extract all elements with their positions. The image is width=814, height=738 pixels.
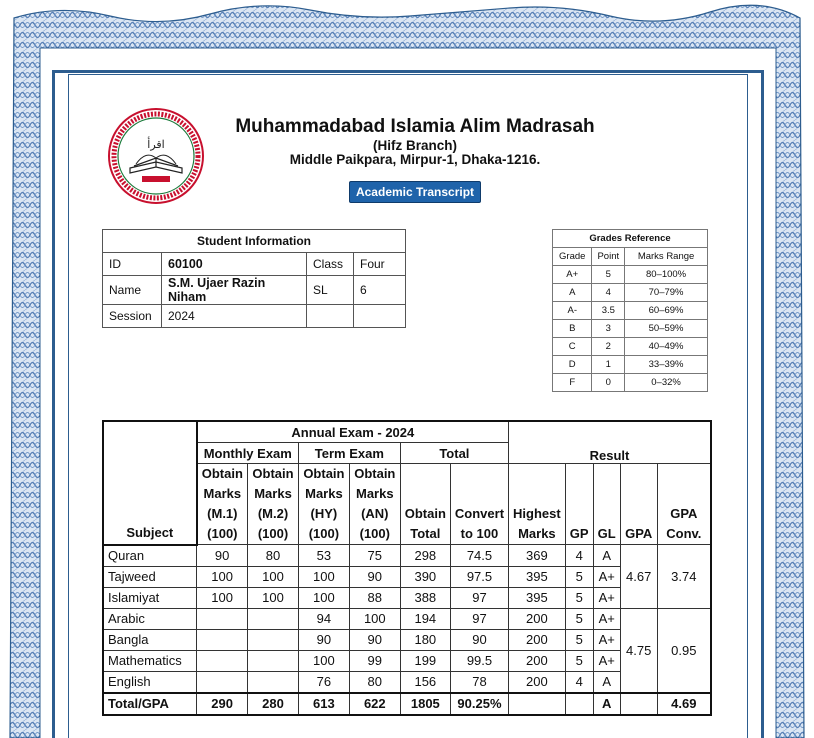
gp-cell: 4 xyxy=(565,545,593,567)
institution-address: Middle Paikpara, Mirpur-1, Dhaka-1216. xyxy=(289,152,541,167)
empty-cell xyxy=(354,305,406,328)
total-cell: 298 xyxy=(400,545,450,567)
hy-cell: 94 xyxy=(298,608,349,629)
gp-cell: 5 xyxy=(565,608,593,629)
col-m2-header: Obtain Marks (M.2) (100) xyxy=(248,464,299,545)
grade-point-cell: 3.5 xyxy=(592,302,625,320)
total-m1: 290 xyxy=(197,693,248,715)
total-m2: 280 xyxy=(248,693,299,715)
grade-grade-cell: C xyxy=(553,338,592,356)
col-hy-header: Obtain Marks (HY) (100) xyxy=(298,464,349,545)
institution-name: Muhammadabad Islamia Alim Madrasah xyxy=(235,116,595,137)
table-row xyxy=(103,650,711,671)
grade-row xyxy=(553,338,708,356)
highest-cell: 200 xyxy=(509,608,566,629)
col-gpa-conv-header: GPA Conv. xyxy=(657,464,711,545)
conv-cell: 97.5 xyxy=(450,566,508,587)
highest-cell: 395 xyxy=(509,566,566,587)
gl-cell: A+ xyxy=(593,587,620,608)
group-gpa-conv-cell: 3.74 xyxy=(657,545,711,609)
subject-header: Subject xyxy=(103,421,197,545)
col-m1-header: Obtain Marks (M.1) (100) xyxy=(197,464,248,545)
subject-cell: Bangla xyxy=(103,629,197,650)
col-highest-header: Highest Marks xyxy=(509,464,566,545)
final-gpa: 4.69 xyxy=(657,693,711,715)
grade-range-cell: 33–39% xyxy=(625,356,708,374)
grade-point-cell: 4 xyxy=(592,284,625,302)
grade-grade-cell: A xyxy=(553,284,592,302)
grades-reference-table xyxy=(552,229,708,392)
total-cell: 388 xyxy=(400,587,450,608)
grade-range-cell: 60–69% xyxy=(625,302,708,320)
svg-text:ﺍﻗﺮﺃ: ﺍﻗﺮﺃ xyxy=(147,138,165,151)
grade-grade-cell: A+ xyxy=(553,266,592,284)
gp-cell: 5 xyxy=(565,629,593,650)
table-row xyxy=(103,587,711,608)
gl-cell: A xyxy=(593,671,620,693)
class-label: Class xyxy=(307,253,354,276)
m1-cell xyxy=(197,608,248,629)
m2-cell xyxy=(248,629,299,650)
total-convert: 90.25% xyxy=(450,693,508,715)
m2-cell xyxy=(248,608,299,629)
results-table xyxy=(102,420,712,716)
empty-cell xyxy=(620,693,657,715)
id-label: ID xyxy=(103,253,162,276)
m1-cell: 100 xyxy=(197,566,248,587)
m1-cell: 100 xyxy=(197,587,248,608)
conv-cell: 97 xyxy=(450,587,508,608)
grade-grade-cell: A- xyxy=(553,302,592,320)
conv-cell: 74.5 xyxy=(450,545,508,567)
hy-cell: 53 xyxy=(298,545,349,567)
group-gpa-cell: 4.67 xyxy=(620,545,657,609)
name-value: S.M. Ujaer Razin Niham xyxy=(162,276,307,305)
result-header: Result xyxy=(509,421,711,464)
grade-range-cell: 0–32% xyxy=(625,374,708,392)
hy-cell: 76 xyxy=(298,671,349,693)
hy-cell: 100 xyxy=(298,566,349,587)
col-gpa-header: GPA xyxy=(620,464,657,545)
conv-cell: 90 xyxy=(450,629,508,650)
total-an: 622 xyxy=(349,693,400,715)
grade-point-cell: 5 xyxy=(592,266,625,284)
hy-cell: 90 xyxy=(298,629,349,650)
subject-cell: Arabic xyxy=(103,608,197,629)
grade-point-cell: 2 xyxy=(592,338,625,356)
an-cell: 75 xyxy=(349,545,400,567)
an-cell: 80 xyxy=(349,671,400,693)
gp-cell: 5 xyxy=(565,566,593,587)
conv-cell: 78 xyxy=(450,671,508,693)
empty-cell xyxy=(307,305,354,328)
exam-title: Annual Exam - 2024 xyxy=(197,421,509,443)
grade-grade-cell: F xyxy=(553,374,592,392)
total-cell: 199 xyxy=(400,650,450,671)
gp-cell: 5 xyxy=(565,650,593,671)
term-exam-header: Term Exam xyxy=(298,443,400,464)
subject-cell: Islamiyat xyxy=(103,587,197,608)
total-row-label: Total/GPA xyxy=(103,693,197,715)
total-obtain: 1805 xyxy=(400,693,450,715)
conv-cell: 97 xyxy=(450,608,508,629)
group-gpa-cell: 4.75 xyxy=(620,608,657,693)
gl-cell: A+ xyxy=(593,629,620,650)
group-gpa-conv-cell: 0.95 xyxy=(657,608,711,693)
total-cell: 390 xyxy=(400,566,450,587)
empty-cell xyxy=(509,693,566,715)
col-an-header: Obtain Marks (AN) (100) xyxy=(349,464,400,545)
gp-cell: 4 xyxy=(565,671,593,693)
grade-row xyxy=(553,356,708,374)
gl-cell: A xyxy=(593,545,620,567)
grade-range-cell: 50–59% xyxy=(625,320,708,338)
m1-cell xyxy=(197,671,248,693)
an-cell: 88 xyxy=(349,587,400,608)
m2-cell: 80 xyxy=(248,545,299,567)
m2-cell: 100 xyxy=(248,587,299,608)
total-gl: A xyxy=(593,693,620,715)
grade-row xyxy=(553,302,708,320)
grade-row xyxy=(553,284,708,302)
hy-cell: 100 xyxy=(298,587,349,608)
name-label: Name xyxy=(103,276,162,305)
an-cell: 99 xyxy=(349,650,400,671)
table-row xyxy=(103,671,711,693)
table-row xyxy=(103,629,711,650)
class-value: Four xyxy=(354,253,406,276)
table-row xyxy=(103,608,711,629)
empty-cell xyxy=(565,693,593,715)
subject-cell: Mathematics xyxy=(103,650,197,671)
highest-cell: 200 xyxy=(509,650,566,671)
an-cell: 90 xyxy=(349,629,400,650)
hy-cell: 100 xyxy=(298,650,349,671)
gl-cell: A+ xyxy=(593,608,620,629)
grade-point-cell: 0 xyxy=(592,374,625,392)
highest-cell: 395 xyxy=(509,587,566,608)
total-cell: 180 xyxy=(400,629,450,650)
sl-value: 6 xyxy=(354,276,406,305)
total-cell: 156 xyxy=(400,671,450,693)
grade-row xyxy=(553,320,708,338)
subject-cell: Quran xyxy=(103,545,197,567)
sl-label: SL xyxy=(307,276,354,305)
m1-cell xyxy=(197,629,248,650)
m1-cell xyxy=(197,650,248,671)
grade-range-cell: 40–49% xyxy=(625,338,708,356)
session-label: Session xyxy=(103,305,162,328)
gl-cell: A+ xyxy=(593,650,620,671)
col-gl-header: GL xyxy=(593,464,620,545)
grade-point-cell: 1 xyxy=(592,356,625,374)
highest-cell: 200 xyxy=(509,671,566,693)
col-gp-header: GP xyxy=(565,464,593,545)
grade-range-cell: 80–100% xyxy=(625,266,708,284)
an-cell: 100 xyxy=(349,608,400,629)
monthly-exam-header: Monthly Exam xyxy=(197,443,299,464)
grade-grade-cell: B xyxy=(553,320,592,338)
grades-reference-heading: Grades Reference xyxy=(553,230,708,248)
conv-cell: 99.5 xyxy=(450,650,508,671)
subject-cell: English xyxy=(103,671,197,693)
m2-cell xyxy=(248,650,299,671)
session-value: 2024 xyxy=(162,305,307,328)
academic-transcript-badge: Academic Transcript xyxy=(349,181,481,203)
institution-branch: (Hifz Branch) xyxy=(373,138,457,153)
highest-cell: 369 xyxy=(509,545,566,567)
col-convert-header: Convert to 100 xyxy=(450,464,508,545)
subject-cell: Tajweed xyxy=(103,566,197,587)
m2-cell xyxy=(248,671,299,693)
student-info-table xyxy=(102,229,406,328)
grade-range-cell: 70–79% xyxy=(625,284,708,302)
total-hy: 613 xyxy=(298,693,349,715)
table-row xyxy=(103,545,711,567)
m2-cell: 100 xyxy=(248,566,299,587)
id-value: 60100 xyxy=(162,253,307,276)
student-info-heading: Student Information xyxy=(103,230,406,253)
table-row xyxy=(103,566,711,587)
col-obtain-total-header: Obtain Total xyxy=(400,464,450,545)
range-col-header: Marks Range xyxy=(625,248,708,266)
total-cell: 194 xyxy=(400,608,450,629)
point-col-header: Point xyxy=(592,248,625,266)
grade-row xyxy=(553,374,708,392)
grade-row xyxy=(553,266,708,284)
gl-cell: A+ xyxy=(593,566,620,587)
gp-cell: 5 xyxy=(565,587,593,608)
grade-point-cell: 3 xyxy=(592,320,625,338)
highest-cell: 200 xyxy=(509,629,566,650)
m1-cell: 90 xyxy=(197,545,248,567)
total-header: Total xyxy=(400,443,508,464)
grade-grade-cell: D xyxy=(553,356,592,374)
an-cell: 90 xyxy=(349,566,400,587)
grade-col-header: Grade xyxy=(553,248,592,266)
